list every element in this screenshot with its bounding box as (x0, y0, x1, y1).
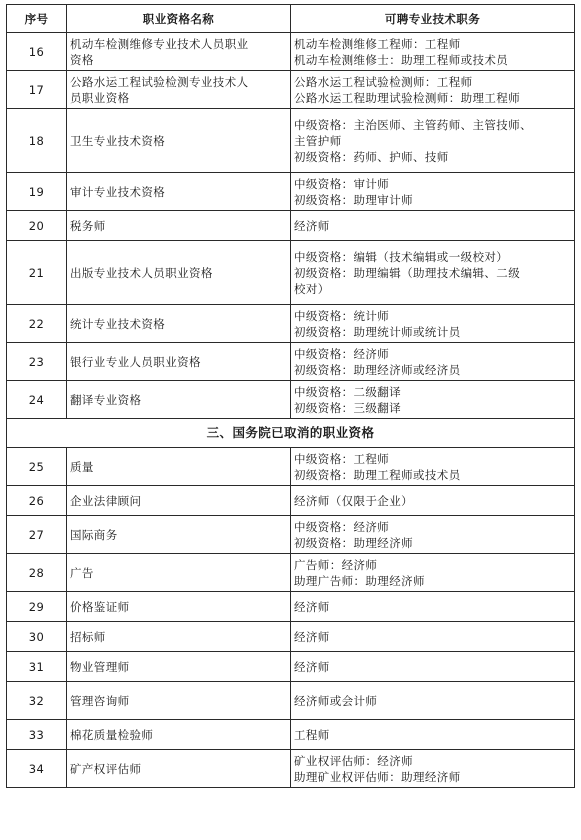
qualification-name-line: 价格鉴证师 (70, 599, 130, 614)
eligible-post-line: 机动车检测维修士：助理工程师或技术员 (294, 52, 509, 67)
eligible-post (291, 554, 575, 592)
qualification-name-line: 质量 (70, 459, 94, 474)
qualification-name-line: 税务师 (70, 218, 106, 233)
table-row (7, 33, 575, 71)
eligible-post-line: 初级资格：三级翻译 (294, 400, 402, 415)
table-body-b (7, 448, 575, 788)
eligible-post-line: 初级资格：助理经济师 (294, 535, 413, 550)
qualification-name-line: 广告 (70, 565, 94, 580)
eligible-post-line: 经济师 (294, 218, 330, 233)
eligible-post (291, 516, 575, 554)
qualification-table (6, 4, 575, 788)
qualification-name-line: 员职业资格 (70, 90, 130, 105)
eligible-post (291, 682, 575, 720)
qualification-name-line: 卫生专业技术资格 (70, 133, 166, 148)
eligible-post-line: 助理广告师：助理经济师 (294, 573, 425, 588)
row-number: 31 (7, 652, 67, 682)
eligible-post-line: 经济师 (294, 629, 330, 644)
eligible-post-line: 初级资格：助理统计师或统计员 (294, 324, 461, 339)
table-body-a (7, 33, 575, 419)
eligible-post-line: 经济师或会计师 (294, 693, 378, 708)
qualification-name-line: 招标师 (70, 629, 106, 644)
table-header-row (7, 5, 575, 33)
qualification-name (67, 516, 291, 554)
table-row (7, 592, 575, 622)
eligible-post-line: 中级资格：经济师 (294, 519, 390, 534)
qualification-name-line: 资格 (70, 52, 94, 67)
table-row (7, 554, 575, 592)
eligible-post (291, 109, 575, 173)
table-row (7, 109, 575, 173)
qualification-name-line: 国际商务 (70, 527, 118, 542)
eligible-post (291, 750, 575, 788)
eligible-post-line: 公路水运工程试验检测师：工程师 (294, 74, 473, 89)
qualification-name (67, 343, 291, 381)
row-number: 17 (7, 71, 67, 109)
eligible-post (291, 448, 575, 486)
table-row (7, 622, 575, 652)
qualification-name-line: 公路水运工程试验检测专业技术人 (70, 74, 249, 89)
table-row (7, 516, 575, 554)
qualification-name-line: 翻译专业资格 (70, 392, 142, 407)
qualification-name (67, 652, 291, 682)
eligible-post-line: 校对） (294, 281, 330, 296)
qualification-name (67, 592, 291, 622)
qualification-name (67, 71, 291, 109)
qualification-name (67, 622, 291, 652)
eligible-post-line: 矿业权评估师：经济师 (294, 753, 413, 768)
table-row (7, 381, 575, 419)
row-number: 16 (7, 33, 67, 71)
table-body-section (7, 419, 575, 448)
eligible-post-line: 中级资格：审计师 (294, 176, 390, 191)
qualification-name-line: 统计专业技术资格 (70, 316, 166, 331)
header-name: 职业资格名称 (67, 5, 291, 33)
eligible-post-line: 中级资格：经济师 (294, 346, 390, 361)
eligible-post (291, 343, 575, 381)
eligible-post-line: 初级资格：助理审计师 (294, 192, 413, 207)
table-row (7, 71, 575, 109)
row-number: 22 (7, 305, 67, 343)
eligible-post-line: 公路水运工程助理试验检测师：助理工程师 (294, 90, 521, 105)
eligible-post-line: 经济师 (294, 599, 330, 614)
eligible-post-line: 机动车检测维修工程师：工程师 (294, 36, 461, 51)
table-row (7, 720, 575, 750)
qualification-name (67, 109, 291, 173)
qualification-name (67, 448, 291, 486)
header-post: 可聘专业技术职务 (291, 5, 575, 33)
table-row (7, 682, 575, 720)
eligible-post-line: 主管护师 (294, 133, 342, 148)
qualification-name (67, 381, 291, 419)
qualification-name (67, 173, 291, 211)
eligible-post-line: 初级资格：助理经济师或经济员 (294, 362, 461, 377)
row-number: 32 (7, 682, 67, 720)
qualification-name (67, 720, 291, 750)
qualification-name-line: 审计专业技术资格 (70, 184, 166, 199)
eligible-post-line: 初级资格：助理工程师或技术员 (294, 467, 461, 482)
header-num: 序号 (7, 5, 67, 33)
eligible-post-line: 助理矿业权评估师：助理经济师 (294, 769, 461, 784)
section-row (7, 419, 575, 448)
qualification-name-line: 管理咨询师 (70, 693, 130, 708)
section-title: 三、国务院已取消的职业资格 (7, 419, 575, 448)
row-number: 29 (7, 592, 67, 622)
row-number: 23 (7, 343, 67, 381)
eligible-post-line: 中级资格：编辑（技术编辑或一级校对） (294, 249, 509, 264)
qualification-name (67, 211, 291, 241)
qualification-name-line: 银行业专业人员职业资格 (70, 354, 201, 369)
eligible-post (291, 33, 575, 71)
table-row (7, 343, 575, 381)
qualification-name-line: 棉花质量检验师 (70, 727, 154, 742)
eligible-post (291, 305, 575, 343)
eligible-post (291, 720, 575, 750)
table-row (7, 211, 575, 241)
eligible-post-line: 中级资格：统计师 (294, 308, 390, 323)
row-number: 20 (7, 211, 67, 241)
eligible-post-line: 中级资格：主治医师、主管药师、主管技师、 (294, 117, 532, 132)
row-number: 30 (7, 622, 67, 652)
eligible-post-line: 经济师 (294, 659, 330, 674)
table-row (7, 448, 575, 486)
eligible-post-line: 中级资格：工程师 (294, 451, 390, 466)
eligible-post (291, 241, 575, 305)
eligible-post-line: 经济师（仅限于企业） (294, 493, 413, 508)
eligible-post-line: 初级资格：助理编辑（助理技术编辑、二级 (294, 265, 521, 280)
qualification-name (67, 241, 291, 305)
eligible-post-line: 广告师：经济师 (294, 557, 378, 572)
qualification-name-line: 机动车检测维修专业技术人员职业 (70, 36, 249, 51)
row-number: 27 (7, 516, 67, 554)
qualification-name (67, 33, 291, 71)
eligible-post (291, 486, 575, 516)
eligible-post (291, 622, 575, 652)
eligible-post-line: 工程师 (294, 727, 330, 742)
qualification-name (67, 554, 291, 592)
row-number: 21 (7, 241, 67, 305)
row-number: 24 (7, 381, 67, 419)
qualification-name (67, 486, 291, 516)
row-number: 28 (7, 554, 67, 592)
table-row (7, 750, 575, 788)
eligible-post (291, 71, 575, 109)
qualification-name (67, 750, 291, 788)
table-row (7, 486, 575, 516)
qualification-name (67, 682, 291, 720)
row-number: 25 (7, 448, 67, 486)
table-row (7, 652, 575, 682)
row-number: 26 (7, 486, 67, 516)
eligible-post (291, 652, 575, 682)
row-number: 34 (7, 750, 67, 788)
table-row (7, 241, 575, 305)
table-row (7, 305, 575, 343)
eligible-post (291, 592, 575, 622)
row-number: 18 (7, 109, 67, 173)
eligible-post-line: 初级资格：药师、护师、技师 (294, 149, 449, 164)
table-row (7, 173, 575, 211)
row-number: 33 (7, 720, 67, 750)
qualification-name-line: 矿产权评估师 (70, 761, 142, 776)
qualification-name-line: 企业法律顾问 (70, 493, 142, 508)
row-number: 19 (7, 173, 67, 211)
eligible-post-line: 中级资格：二级翻译 (294, 384, 402, 399)
qualification-name-line: 出版专业技术人员职业资格 (70, 265, 213, 280)
eligible-post (291, 173, 575, 211)
qualification-name-line: 物业管理师 (70, 659, 130, 674)
qualification-name (67, 305, 291, 343)
eligible-post (291, 381, 575, 419)
eligible-post (291, 211, 575, 241)
